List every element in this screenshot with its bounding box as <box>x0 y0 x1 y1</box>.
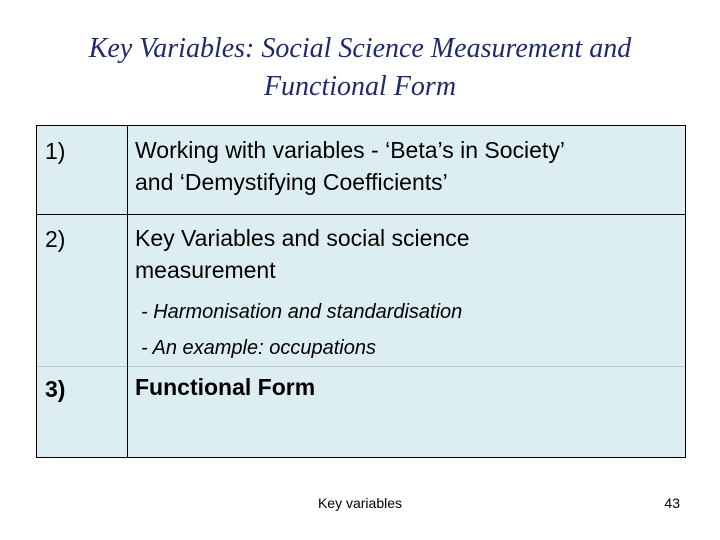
subpoint-2: - An example: occupations <box>141 337 376 359</box>
subpoint-1: - Harmonisation and standardisation <box>141 301 463 323</box>
agenda-row-2 <box>37 215 686 367</box>
slide-title <box>20 30 700 106</box>
item-text-1 <box>128 126 686 215</box>
slide-title-line-2: Functional Form <box>263 71 457 102</box>
item-text-2 <box>128 215 686 367</box>
item-2-subpoints <box>135 294 685 366</box>
page-number: 43 <box>664 495 680 511</box>
item-1-line-1: Working with variables - ‘Beta’s in Society’ <box>135 137 565 163</box>
item-2-line-1: Key Variables and social science <box>135 225 470 251</box>
slide-title-line-1: Key Variables: Social Science Measurement and <box>88 33 632 64</box>
agenda-row-1 <box>37 126 686 215</box>
item-text-3 <box>128 367 686 458</box>
item-1-line-2: and ‘Demystifying Coefficients’ <box>135 169 448 195</box>
item-3-line-1: Functional Form <box>135 374 316 400</box>
item-2-line-2: measurement <box>135 257 276 283</box>
item-number-1: 1) <box>37 126 128 215</box>
item-number-2: 2) <box>37 215 128 367</box>
item-number-3: 3) <box>37 367 128 458</box>
agenda-row-3 <box>37 367 686 458</box>
footer-label: Key variables <box>317 495 403 511</box>
agenda-table <box>36 125 686 458</box>
